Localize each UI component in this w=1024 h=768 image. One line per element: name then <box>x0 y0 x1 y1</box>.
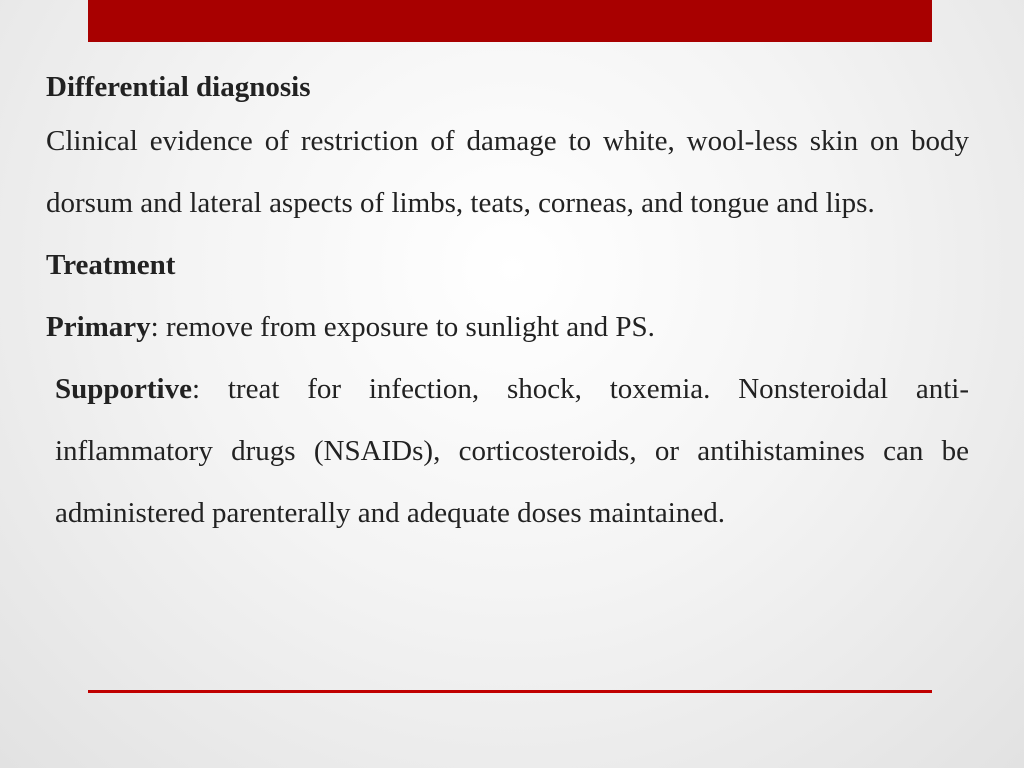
differential-diagnosis-text: Clinical evidence of restriction of damage to white, wool-less skin on body dorsum and lateral aspects of limbs, teats, corneas, and tongue and lips. <box>46 125 969 219</box>
differential-diagnosis-heading: Differential diagnosis <box>46 71 311 103</box>
slide-body <box>46 64 969 544</box>
supportive-label: Supportive <box>55 373 192 405</box>
primary-treatment <box>46 296 969 358</box>
supportive-text: : treat for infection, shock, toxemia. Nonsteroidal anti-inflammatory drugs (NSAIDs), corticosteroids, or antihistamines can be administered parenterally and adequate doses maintained. <box>55 373 969 529</box>
primary-text: : remove from exposure to sunlight and PS. <box>150 311 655 343</box>
supportive-treatment <box>46 358 969 544</box>
title-bar <box>88 0 932 42</box>
treatment-heading: Treatment <box>46 249 176 281</box>
primary-label: Primary <box>46 311 151 343</box>
footer-divider <box>88 690 932 693</box>
